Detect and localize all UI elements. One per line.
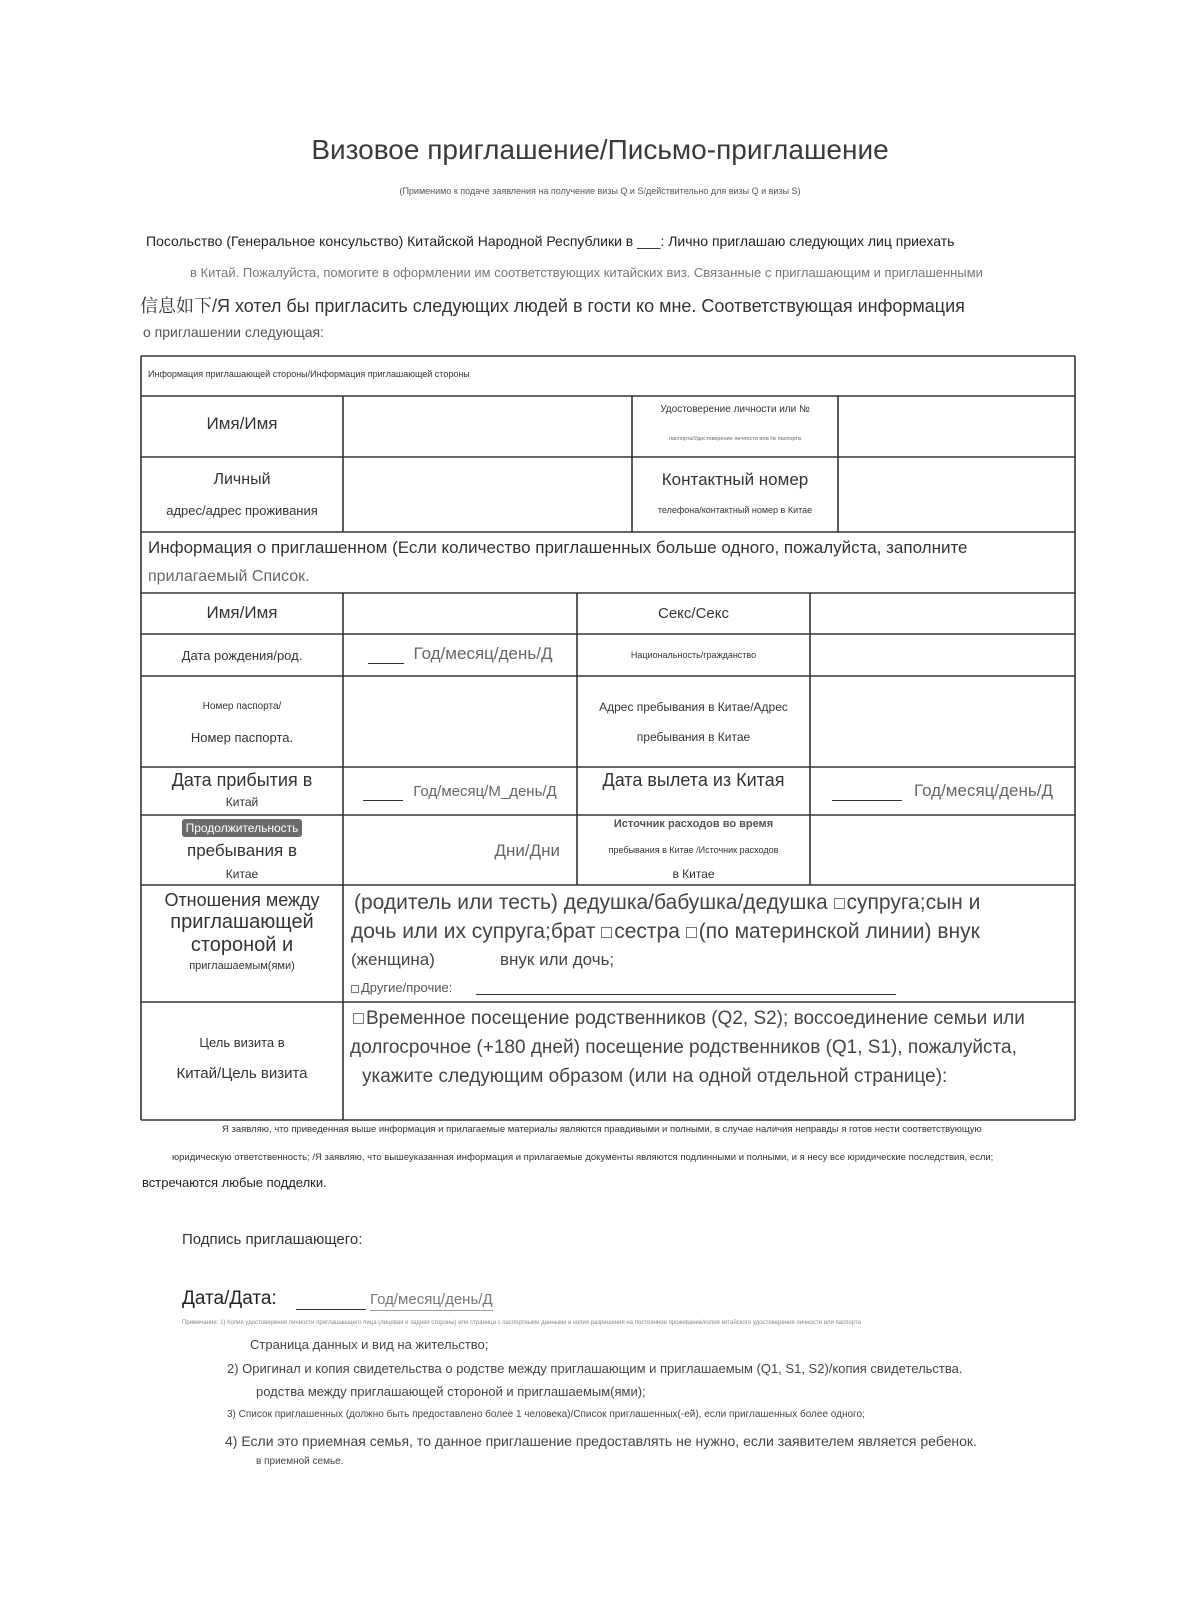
declaration-line-2: юридическую ответственность; /Я заявляю, что вышеуказанная информация и прилагаемые документы являются подлинными и полными, и я несу все юридические последствия, если; [172, 1152, 994, 1163]
invitee-address-field[interactable] [812, 678, 1073, 765]
relation-other-checkbox[interactable] [351, 985, 359, 993]
purpose-line-3: укажите следующим образом (или на одной отдельной странице): [362, 1066, 948, 1087]
invitee-funds-label-3: в Китае [672, 867, 715, 881]
invitee-passport-field[interactable] [345, 678, 575, 765]
intro-line-3: 信息如下/Я хотел бы пригласить следующих людей в гости ко мне. Соответствующая информация [140, 296, 965, 316]
inviter-address-label-1: Личный [213, 471, 271, 488]
intro-line-1: Посольство (Генеральное консульство) Китайской Народной Республики в ___: Лично приглашаю следующих лиц приехать [146, 233, 955, 249]
note-1: Страница данных и вид на жительство; [250, 1337, 489, 1352]
inviter-id-label-2: паспорта/Удостоверение личности или № паспорта [669, 436, 801, 442]
purpose-checkbox[interactable] [353, 1013, 364, 1024]
note-4: 3) Список приглашенных (должно быть предоставлено более 1 человека)/Список приглашенных(-ей), если приглашенных более одного; [227, 1409, 865, 1420]
departure-blank [832, 784, 902, 801]
relation-grandchild-checkbox[interactable] [686, 927, 697, 938]
relation-other-label: Другие/прочие: [361, 980, 453, 995]
invitee-arrival-label-1: Дата прибытия в [171, 770, 313, 790]
page-title: Визовое приглашение/Письмо-приглашение [311, 134, 889, 165]
invitee-nationality-field[interactable] [812, 636, 1073, 674]
invitee-passport-label-1: Номер паспорта/ [202, 701, 282, 712]
invitee-dob-label: Дата рождения/род. [181, 648, 303, 663]
date-value: Год/месяц/день/Д [370, 1291, 493, 1311]
relation-label-3: стороной и [190, 934, 294, 956]
invitee-section-header-2: прилагаемый Список. [148, 568, 310, 585]
invitee-duration-tag: Продолжительность [182, 819, 303, 837]
date-label: Дата/Дата: [182, 1288, 277, 1309]
invitee-departure-value: Год/месяц/день/Д [914, 781, 1053, 800]
dob-blank [368, 649, 404, 664]
purpose-label-1: Цель визита в [199, 1035, 285, 1050]
purpose-text-1: Временное посещение родственников (Q2, S2); воссоединение семьи или [366, 1008, 1025, 1029]
relation-label-4: приглашаемым(ями) [189, 960, 295, 972]
note-3: родства между приглашающей стороной и приглашаемым(ями); [256, 1384, 646, 1399]
relation-label-1: Отношения между [164, 890, 320, 910]
invitee-duration-label-2: пребывания в [186, 841, 298, 860]
invitee-name-label: Имя/Имя [206, 603, 278, 622]
invitee-departure-field[interactable] [812, 781, 1073, 801]
inviter-section-header: Информация приглашающей стороны/Информация приглашающей стороны [148, 369, 470, 379]
page-subtitle: (Применимо к подаче заявления на получение визы Q и S/действительно для визы Q и визы S) [399, 186, 801, 196]
declaration-line-1: Я заявляю, что приведенная выше информация и прилагаемые материалы являются правдивыми и полными, в случае наличия неправды я готов нести соответствующую [222, 1124, 982, 1135]
inviter-id-field[interactable] [840, 398, 1073, 455]
note-2: 2) Оригинал и копия свидетельства о родстве между приглашающим и приглашаемым (Q1, S1, S2)/копия свидетельства. [227, 1361, 963, 1376]
inviter-phone-label-2: телефона/контактный номер в Китае [657, 505, 813, 515]
inviter-name-label: Имя/Имя [206, 414, 278, 433]
note-0: Примечание: 1) Копия удостоверения личности приглашающего лица (лицевая и задняя стороны) или страница с паспортными данными и копия разрешения на постоянное проживание/копия китайского удостоверения личности или паспорта [182, 1320, 861, 1326]
invitee-sex-label: Секс/Секс [658, 605, 729, 622]
relation-option-parents[interactable]: (родитель или тесть) дедушка/бабушка/дедушка [354, 891, 828, 914]
invitee-arrival-field[interactable] [345, 783, 575, 801]
invitee-duration-value[interactable]: Дни/Дни [494, 841, 560, 860]
declaration-line-3: встречаются любые подделки. [142, 1175, 327, 1190]
date-blank-input[interactable] [296, 1309, 366, 1310]
invitee-dob-field[interactable] [345, 644, 575, 664]
inviter-address-field[interactable] [345, 459, 630, 530]
relation-option-children[interactable]: дочь или их супруга;брат [351, 920, 596, 943]
arrival-blank [363, 786, 403, 801]
inviter-name-field[interactable] [345, 398, 630, 455]
invitee-section-header-1: Информация о приглашенном (Если количество приглашенных больше одного, пожалуйста, заполните [148, 538, 968, 557]
signature-label: Подпись приглашающего: [182, 1231, 363, 1248]
purpose-line-2: долгосрочное (+180 дней) посещение родственников (Q1, S1), пожалуйста, [350, 1037, 1017, 1058]
invitee-duration-label-3: Китае [225, 867, 259, 881]
inviter-address-label-2: адрес/адрес проживания [166, 503, 318, 518]
invitee-funds-label-1: Источник расходов во время [613, 818, 774, 830]
relation-options-line-1 [354, 888, 980, 917]
invitee-arrival-value: Год/месяц/М_день/Д [413, 783, 557, 800]
intro-line-2: в Китай. Пожалуйста, помогите в оформлении им соответствующих китайских виз. Связанные с приглашающим и приглашенными [190, 265, 983, 280]
invitee-passport-label-2: Номер паспорта. [190, 730, 294, 745]
relation-option-grandchild: (по материнской линии) внук [698, 920, 980, 943]
relation-option-female: (женщина) [351, 950, 435, 969]
invitee-duration-tag-wrap [143, 818, 341, 837]
inviter-phone-label-1: Контактный номер [661, 470, 809, 489]
note-5: 4) Если это приемная семья, то данное приглашение предоставлять не нужно, если заявителем является ребенок. [225, 1433, 977, 1449]
invitee-arrival-label-2: Китай [225, 795, 259, 809]
invitee-nationality-label: Национальность/гражданство [630, 650, 757, 660]
invitee-sex-field[interactable] [812, 595, 1073, 632]
relation-other-input[interactable] [476, 994, 896, 995]
relation-label-2: приглашающей [170, 911, 314, 933]
invitee-dob-value: Год/месяц/день/Д [413, 644, 553, 663]
inviter-id-label-1: Удостоверение личности или № [660, 404, 810, 415]
relation-option-spouse: супруга;сын и [846, 891, 981, 914]
invitee-address-label-2: пребывания в Китае [636, 730, 751, 744]
invitee-funds-label-2: пребывания в Китае /Источник расходов [608, 845, 779, 855]
invitee-name-field[interactable] [345, 595, 575, 632]
intro-line-4: о приглашении следующая: [143, 324, 324, 340]
relation-spouse-checkbox[interactable] [834, 898, 845, 909]
purpose-line-1 [353, 1004, 1025, 1033]
invitee-funds-field[interactable] [812, 817, 1073, 883]
invitee-departure-label: Дата вылета из Китая [602, 770, 785, 790]
relation-option-sister: сестра [614, 920, 680, 943]
relation-option-grandchild-2: внук или дочь; [500, 950, 615, 969]
relation-options-line-2 [351, 917, 980, 946]
invitee-address-label-1: Адрес пребывания в Китае/Адрес [599, 700, 788, 714]
note-6: в приемной семье. [256, 1456, 344, 1467]
relation-other-row [351, 980, 452, 995]
purpose-label-2: Китай/Цель визита [176, 1065, 308, 1082]
inviter-phone-field[interactable] [840, 459, 1073, 530]
relation-sister-checkbox[interactable] [601, 927, 612, 938]
